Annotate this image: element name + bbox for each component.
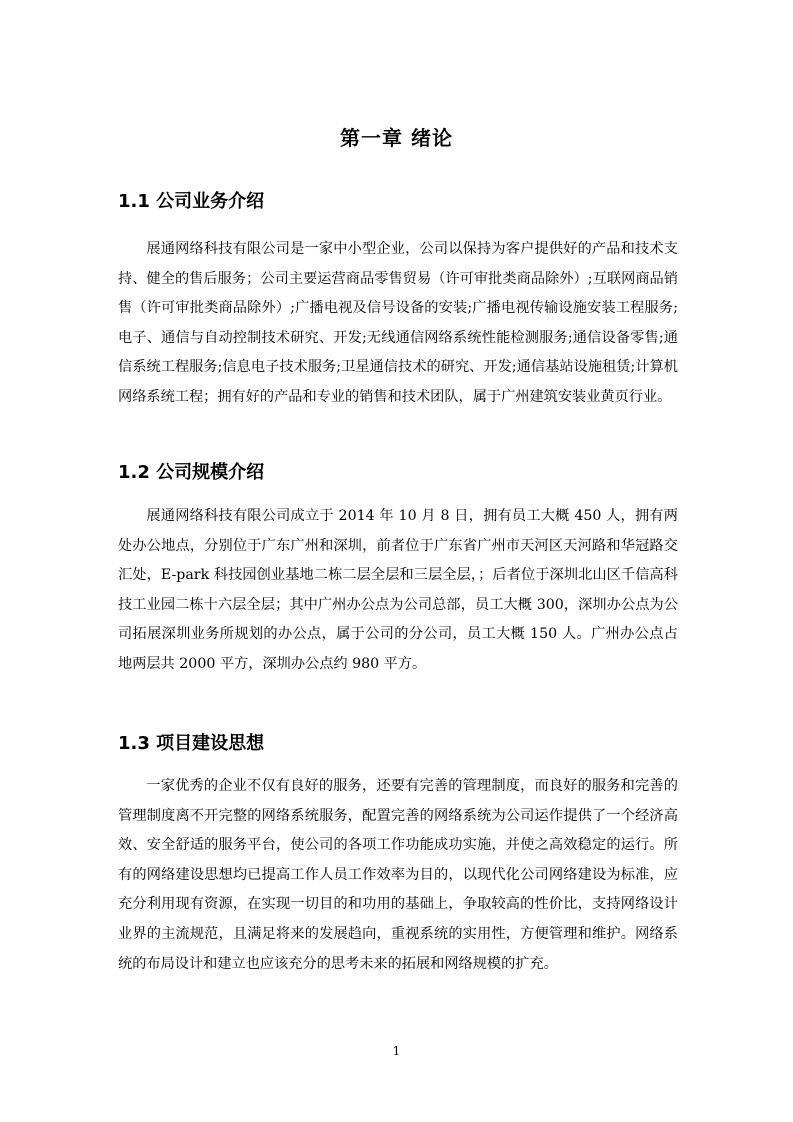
section-company-business [118, 189, 678, 413]
section-heading: 1.1 公司业务介绍 [118, 191, 265, 212]
section-company-scale [118, 460, 678, 680]
section-project-philosophy [118, 731, 678, 979]
page-number: 1 [392, 1044, 401, 1058]
section-paragraph: 展通网络科技有限公司是一家中小型企业，公司以保持为客户提供好的产品和技术支持、健全的售后服务；公司主要运营商品零售贸易（许可审批类商品除外）;互联网商品销售（许可审批类商品除外）;广播电视及信号设备的安装;广播电视传输设施安装工程服务;电子、通信与自动控制技术研究、开发;无线通信网络系统性能检测服务;通信设备零售;通信系统工程服务;信息电子技术服务;卫星通信技术的研究、开发;通信基站设施租赁;计算机网络系统工程；拥有好的产品和专业的销售和技术团队，属于广州建筑安装业黄页行业。 [118, 241, 678, 405]
section-paragraph: 展通网络科技有限公司成立于 2014 年 10 月 8 日，拥有员工大概 450 人，拥有两处办公地点，分别位于广东广州和深圳，前者位于广东省广州市天河区天河路和华冠路交汇处，E-park 科技园创业基地二栋二层全层和三层全层，；后者位于深圳北山区千信高科技工业园二栋十六层全层；其中广州办公点为公司总部，员工大概 300，深圳办公点为公司拓展深圳业务所规划的办公点，属于公司的分公司，员工大概 150 人。广州办公点占地两层共 2000 平方，深圳办公点约 980 平方。 [118, 508, 678, 672]
section-heading: 1.3 项目建设思想 [118, 733, 265, 754]
chapter-title: 第一章 绪论 [340, 126, 453, 150]
section-paragraph: 一家优秀的企业不仅有良好的服务，还要有完善的管理制度，而良好的服务和完善的管理制度离不开完整的网络系统服务，配置完善的网络系统为公司运作提供了一个经济高效、安全舒适的服务平台，使公司的各项工作功能成功实施，并使之高效稳定的运行。所有的网络建设思想均已提高工作人员工作效率为目的，以现代化公司网络建设为标准，应充分利用现有资源，在实现一切目的和功用的基础上，争取较高的性价比，支持网络设计业界的主流规范，且满足将来的发展趋向，重视系统的实用性，方便管理和维护。网络系统的布局设计和建立也应该充分的思考未来的拓展和网络规模的扩充。 [118, 778, 678, 972]
section-heading: 1.2 公司规模介绍 [118, 462, 265, 483]
